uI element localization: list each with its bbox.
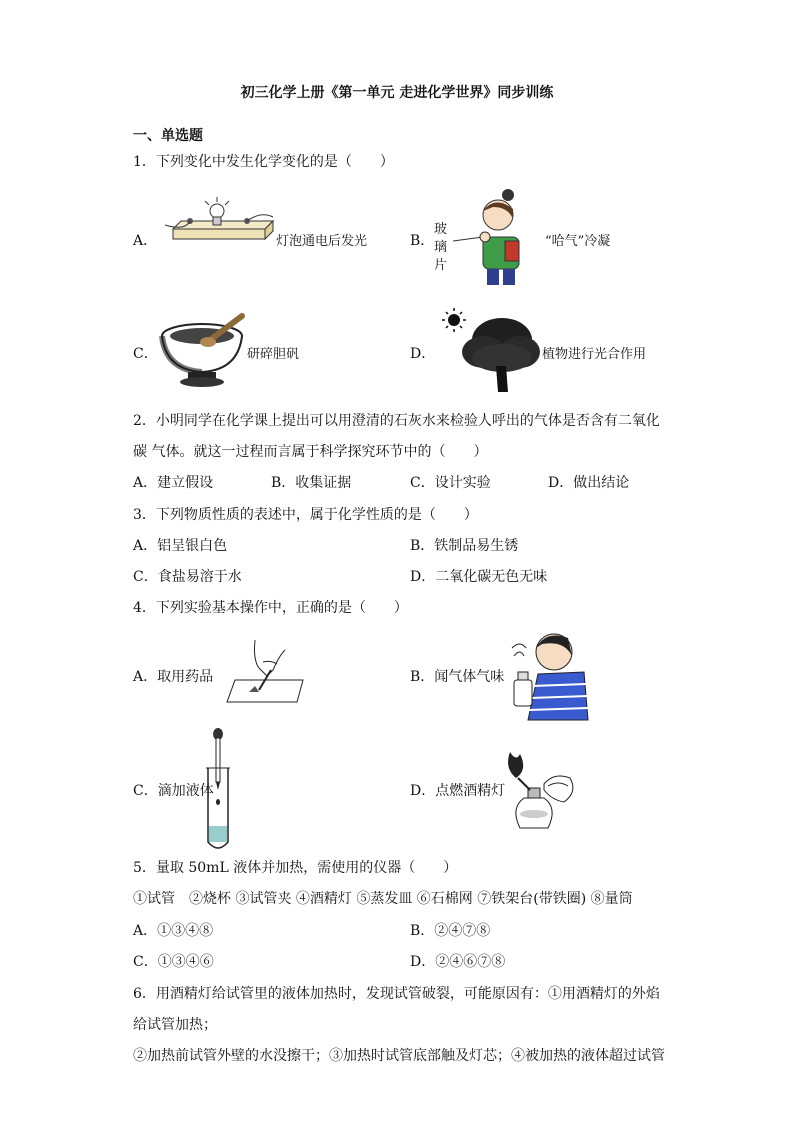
q6-line-1: 6．用酒精灯给试管里的液体加热时，发现试管破裂，可能原因有：①用酒精灯的外焰 (133, 986, 660, 1002)
q6-line-3: ②加热前试管外壁的水没擦干；③加热时试管底部触及灯芯；④被加热的液体超过试管 (133, 1048, 665, 1064)
q5-option-c[interactable]: C．①③④⑥ (133, 954, 214, 970)
light-bulb-board-image (165, 207, 275, 243)
taking-reagent-image (215, 640, 305, 706)
q5-stem: 5．量取 50mL 液体并加热，需使用的仪器（ ） (133, 860, 458, 876)
smelling-gas-image (498, 626, 590, 720)
q2-option-a[interactable]: A．建立假设 (133, 475, 214, 491)
q1-option-b-letter[interactable]: B． (410, 233, 435, 249)
q1-option-b-caption: “哈气”冷凝 (545, 234, 611, 249)
q5-option-a[interactable]: A．①③④⑧ (133, 923, 214, 939)
q2-option-c[interactable]: C．设计实验 (410, 475, 491, 491)
q3-option-b[interactable]: B．铁制品易生锈 (410, 538, 519, 554)
q1-option-c-letter[interactable]: C． (133, 346, 158, 362)
q1-option-d-caption: 植物进行光合作用 (542, 347, 647, 362)
q2-stem-line-2: 碳 气体。就这一过程而言属于科学探究环节中的（ ） (133, 444, 488, 460)
tree-and-sun-image (440, 306, 540, 392)
q5-option-b[interactable]: B．②④⑦⑧ (410, 923, 491, 939)
q2-option-d[interactable]: D．做出结论 (548, 475, 630, 491)
q4-option-b[interactable]: B．闻气体气味 (410, 669, 505, 685)
q1-option-a-letter[interactable]: A． (133, 233, 158, 249)
q2-option-b[interactable]: B．收集证据 (271, 475, 352, 491)
q3-option-c[interactable]: C．食盐易溶于水 (133, 569, 242, 585)
dropper-test-tube-image (204, 728, 234, 854)
mortar-pestle-image (160, 314, 248, 390)
q4-option-c[interactable]: C．滴加液体 (133, 783, 214, 799)
q3-stem: 3．下列物质性质的表述中，属于化学性质的是（ ） (133, 507, 478, 523)
glass-label-3: 片 (434, 258, 448, 273)
glass-label-1: 玻 (434, 222, 448, 237)
glass-label-2: 璃 (434, 240, 448, 255)
q5-items: ①试管 ②烧杯 ③试管夹 ④酒精灯 ⑤蒸发皿 ⑥石棉网 ⑦铁架台(带铁圈) ⑧量筒 (133, 891, 633, 907)
q4-stem: 4．下列实验基本操作中，正确的是（ ） (133, 600, 408, 616)
page-title: 初三化学上册《第一单元 走进化学世界》同步训练 (240, 85, 554, 101)
q4-option-a[interactable]: A．取用药品 (133, 669, 214, 685)
girl-breathing-on-glass-image (453, 185, 533, 285)
q5-option-d[interactable]: D．②④⑥⑦⑧ (410, 954, 506, 970)
q2-stem-line-1: 2．小明同学在化学课上提出可以用澄清的石灰水来检验人呼出的气体是否含有二氧化 (133, 413, 660, 429)
q3-option-d[interactable]: D．二氧化碳无色无味 (410, 569, 548, 585)
lighting-alcohol-lamp-image (500, 748, 580, 830)
q1-option-c-caption: 研碎胆矾 (247, 347, 300, 362)
q1-option-d-letter[interactable]: D． (410, 346, 436, 362)
q1-option-a-caption: 灯泡通电后发光 (276, 234, 368, 249)
section-heading: 一、单选题 (133, 128, 203, 144)
q3-option-a[interactable]: A．铝呈银白色 (133, 538, 228, 554)
q4-option-d[interactable]: D．点燃酒精灯 (410, 783, 506, 799)
q6-line-2: 给试管加热； (133, 1017, 217, 1033)
q1-stem: 1．下列变化中发生化学变化的是（ ） (133, 154, 394, 170)
